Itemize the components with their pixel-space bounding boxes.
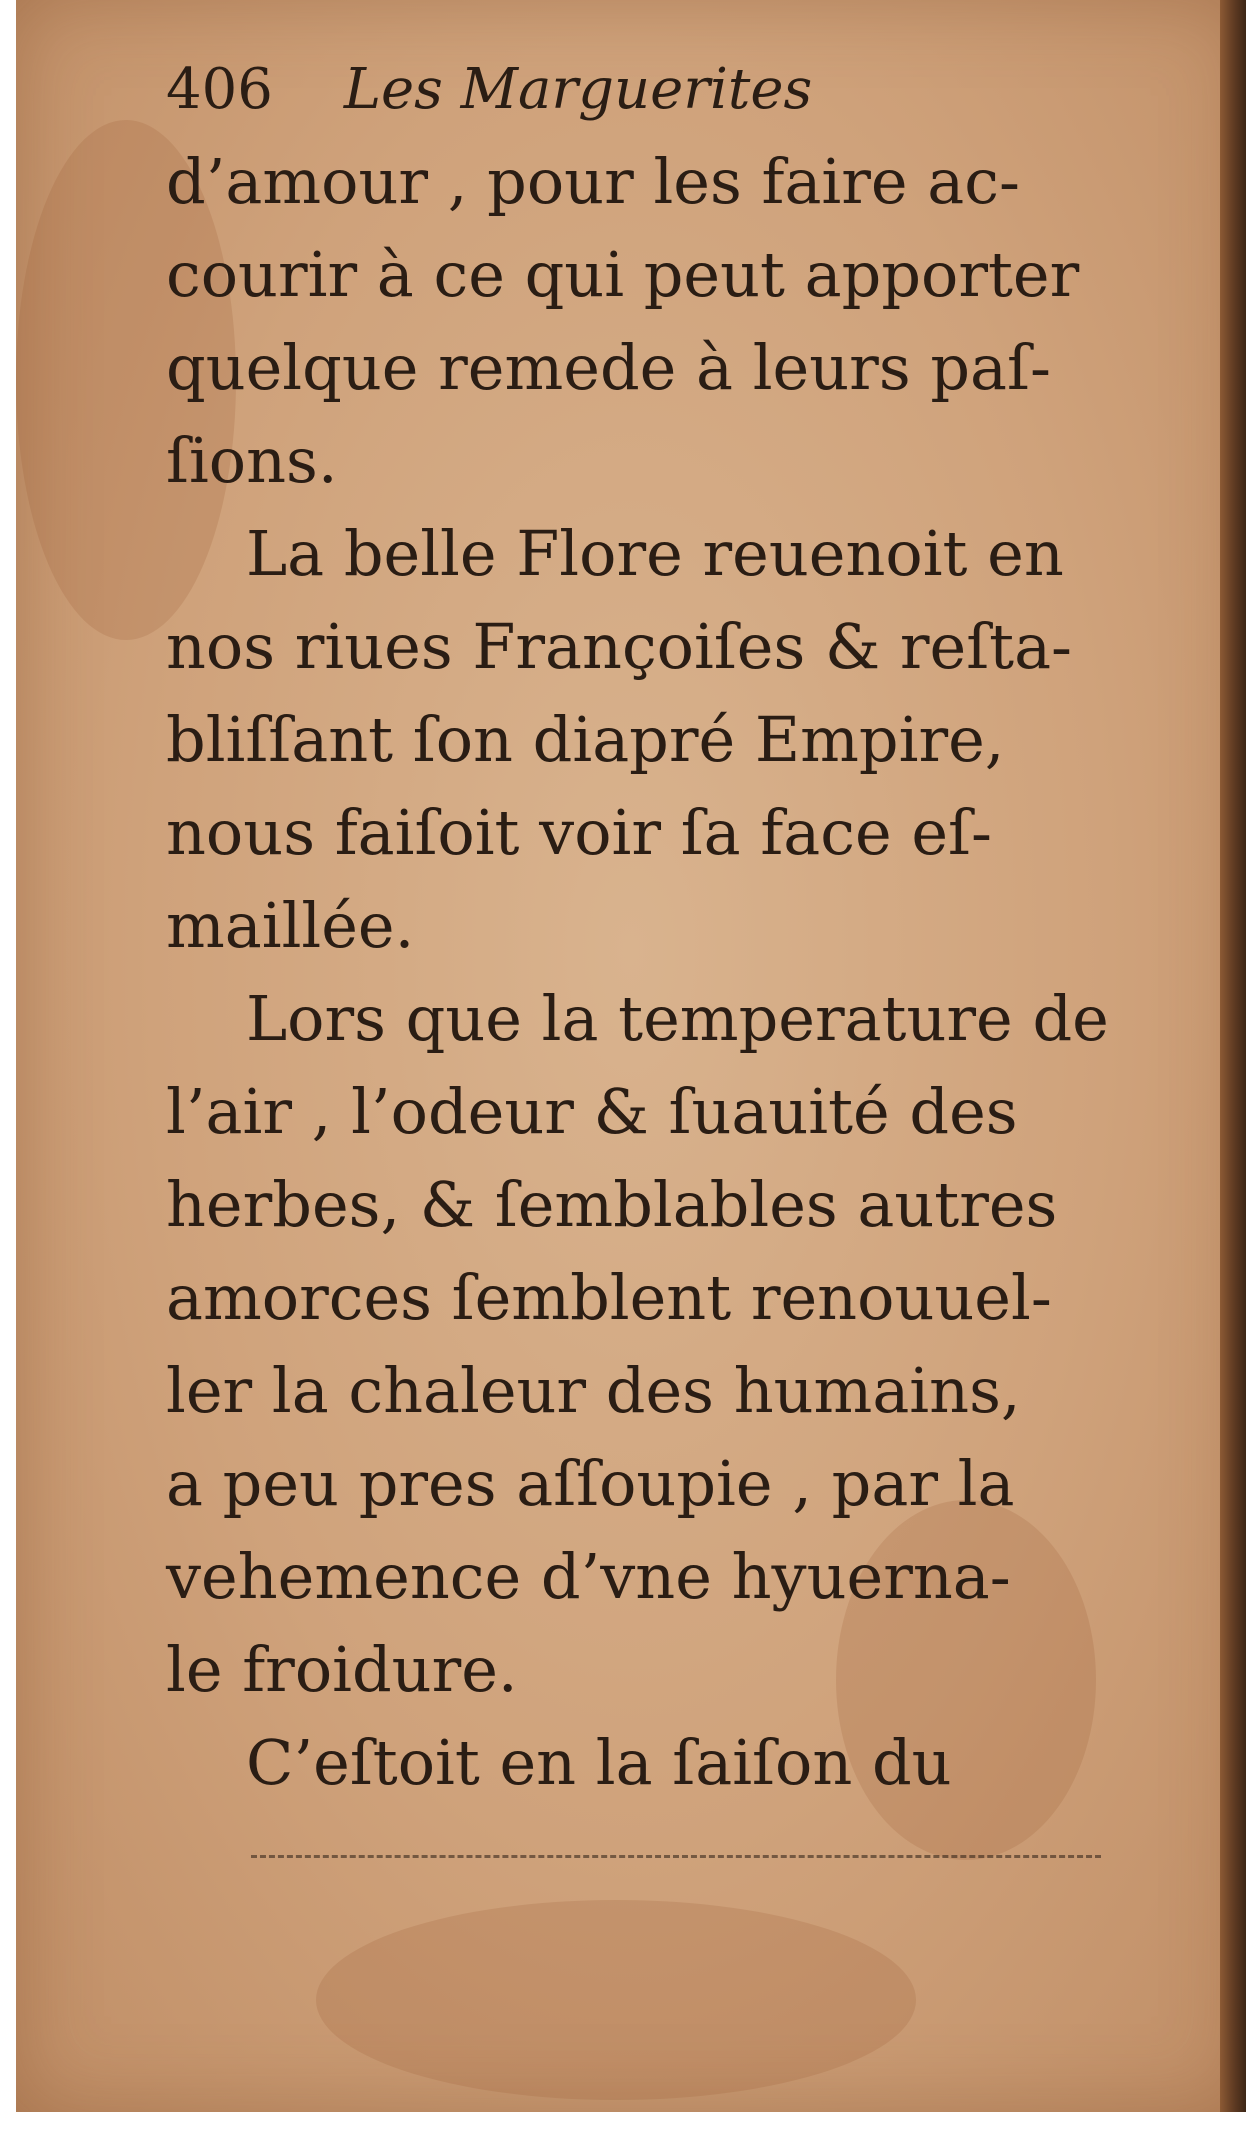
- text-line: vehemence d’vne hyuerna-: [166, 1540, 1011, 1613]
- text-line: herbes, & ſemblables autres: [166, 1168, 1058, 1241]
- paragraph-first-line: Lors que la temperature de: [246, 982, 1109, 1055]
- text-line: ler la chaleur des humains,: [166, 1354, 1021, 1427]
- paragraph-first-line: C’eſtoit en la ſaiſon du: [246, 1726, 952, 1799]
- page-number: 406: [166, 57, 273, 122]
- text-line: ſions.: [166, 424, 338, 497]
- text-line: amorces ſemblent renouuel-: [166, 1261, 1052, 1334]
- page-fore-edge: [1220, 0, 1246, 2112]
- paper-stain: [316, 1900, 916, 2100]
- text-line: d’amour , pour les faire ac-: [166, 145, 1020, 218]
- text-line: l’air , l’odeur & ſuauité des: [166, 1075, 1018, 1148]
- underline-marks: [251, 1855, 1101, 1858]
- text-line: a peu pres aſſoupie , par la: [166, 1447, 1015, 1520]
- text-line: maillée.: [166, 889, 415, 962]
- paragraph-first-line: La belle Flore reuenoit en: [246, 517, 1064, 590]
- text-line: nos riues Françoiſes & reſta-: [166, 610, 1072, 683]
- text-line: le froidure.: [166, 1633, 518, 1706]
- running-header: [166, 55, 1106, 135]
- text-line: courir à ce qui peut apporter: [166, 238, 1080, 311]
- text-line: quelque remede à leurs paſ-: [166, 331, 1051, 404]
- page-text: [166, 55, 1109, 1809]
- page-scan: [16, 0, 1246, 2112]
- text-line: bliſſant ſon diapré Empire,: [166, 703, 1005, 776]
- text-line: nous faiſoit voir ſa face eſ-: [166, 796, 992, 869]
- running-title: Les Marguerites: [343, 57, 813, 122]
